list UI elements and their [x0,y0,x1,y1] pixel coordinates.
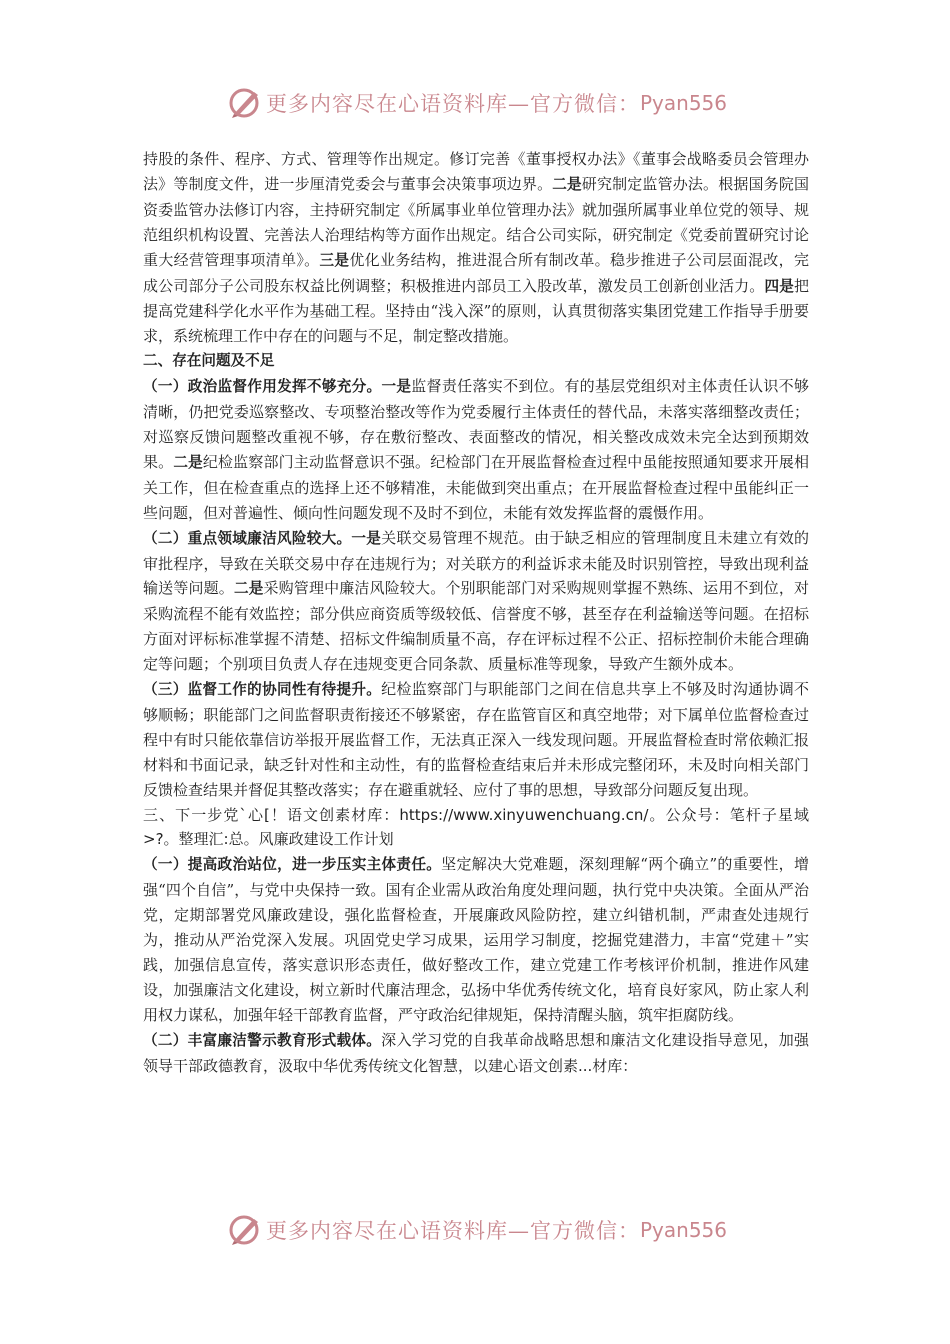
paragraph-intro: 持股的条件、程序、方式、管理等作出规定。修订完善《董事授权办法》《董事会战略委员会管理办法》等制度文件，进一步厘清党委会与董事会决策事项边界。二是研究制定监管办法。根据国务院国资委监管办法修订内容，主持研究制定《所属事业单位管理办法》就加强所属事业单位党的领导、规范组织机构设置、完善法人治理结构等方面作出规定。结合公司实际，研究制定《党委前置研究讨论重大经营管理事项清单》。三是优化业务结构，推进混合所有制改革。稳步推进子公司层面混改，完成公司部分子公司股东权益比例调整；积极推进内部员工入股改革，激发员工创新创业活力。四是把提高党建科学化水平作为基础工程。坚持由“浅入深”的原则，认真贯彻落实集团党建工作指导手册要求，系统梳理工作中存在的问题与不足，制定整改措施。 [143,150,809,346]
header-watermark-banner [228,86,728,120]
banner-text: 更多内容尽在心语资料库—官方微信： [266,1219,640,1243]
pen-logo-icon [228,1213,262,1247]
pen-logo-icon [228,86,262,120]
document-body [143,147,809,1079]
banner-wechat-id: Pyan556 [640,91,728,115]
paragraph-warning-education: （二）丰富廉洁警示教育形式载体。深入学习党的自我革命战略思想和廉洁文化建设指导意见，加强领导干部政德教育，汲取中华优秀传统文化智慧，以建心语文创素...材库： [143,1030,809,1075]
paragraph-political-stance: （一）提高政治站位，进一步压实主体责任。坚定解决大党难题，深刻理解“两个确立”的重要性，增强“四个自信”，与党中央保持一致。国有企业需从政治角度处理问题，执行党中央决策。全面从严治党，定期部署党风廉政建设，强化监督检查，开展廉政风险防控，建立纠错机制，严肃查处违规行为，推动从严治党深入发展。巩固党史学习成果，运用学习制度，挖掘党建潜力，丰富“党建＋”实践，加强信息宣传，落实意识形态责任，做好整改工作，建立党建工作考核评价机制，推进作风建设，加强廉洁文化建设，树立新时代廉洁理念，弘扬中华优秀传统文化，培育良好家风，防止家人利用权力谋私，加强年轻干部教育监督，严守政治纪律规矩，保持清醒头脑，筑牢拒腐防线。 [143,855,809,1024]
paragraph-integrity-risk: （二）重点领域廉洁风险较大。一是关联交易管理不规范。由于缺乏相应的管理制度且未建立有效的审批程序，导致在关联交易中存在违规行为；对关联方的利益诉求未能及时识别管控，导致出现利益输送等问题。二是采购管理中廉洁风险较大。个别职能部门对采购规则掌握不熟练、运用不到位，对采购流程不能有效监控；部分供应商资质等级较低、信誉度不够，甚至存在利益输送等问题。在招标方面对评标标准掌握不清楚、招标文件编制质量不高，存在评标过程不公正、招标控制价未能合理确定等问题；个别项目负责人存在违规变更合同条款、质量标准等现象，导致产生额外成本。 [143,528,809,674]
banner-text: 更多内容尽在心语资料库—官方微信： [266,92,640,116]
paragraph-supervision-coordination: （三）监督工作的协同性有待提升。纪检监察部门与职能部门之间在信息共享上不够及时沟通协调不够顺畅；职能部门之间监督职责衔接还不够紧密，存在监管盲区和真空地带；对下属单位监督检查过程中有时只能依靠信访举报开展监督工作，无法真正深入一线发现问题。开展监督检查时常依赖汇报材料和书面记录，缺乏针对性和主动性，有的监督检查结束后并未形成完整闭环，未及时向相关部门反馈检查结果并督促其整改落实；存在避重就轻、应付了事的思想，导致部分问题反复出现。 [143,680,809,799]
section-heading-problems: 二、存在问题及不足 [143,352,275,370]
section-heading-next-steps: 三、下一步党`心[！语文创素材库：https://www.xinyuwenchuang.cn/。公众号：笔杆子星域>?。整理汇:总。风廉政建设工作计划 [143,805,809,849]
banner-wechat-id: Pyan556 [640,1218,728,1242]
paragraph-political-supervision: （一）政治监督作用发挥不够充分。一是监督责任落实不到位。有的基层党组织对主体责任认识不够清晰，仍把党委巡察整改、专项整治整改等作为党委履行主体责任的替代品，未落实落细整改责任；对巡察反馈问题整改重视不够，存在敷衍整改、表面整改的情况，相关整改成效未完全达到预期效果。二是纪检监察部门主动监督意识不强。纪检部门在开展监督检查过程中虽能按照通知要求开展相关工作，但在检查重点的选择上还不够精准，未能做到突出重点；在开展监督检查过程中虽能纠正一些问题，但对普遍性、倾向性问题发现不及时不到位，未能有效发挥监督的震慑作用。 [143,377,809,522]
footer-watermark-banner [228,1213,728,1247]
